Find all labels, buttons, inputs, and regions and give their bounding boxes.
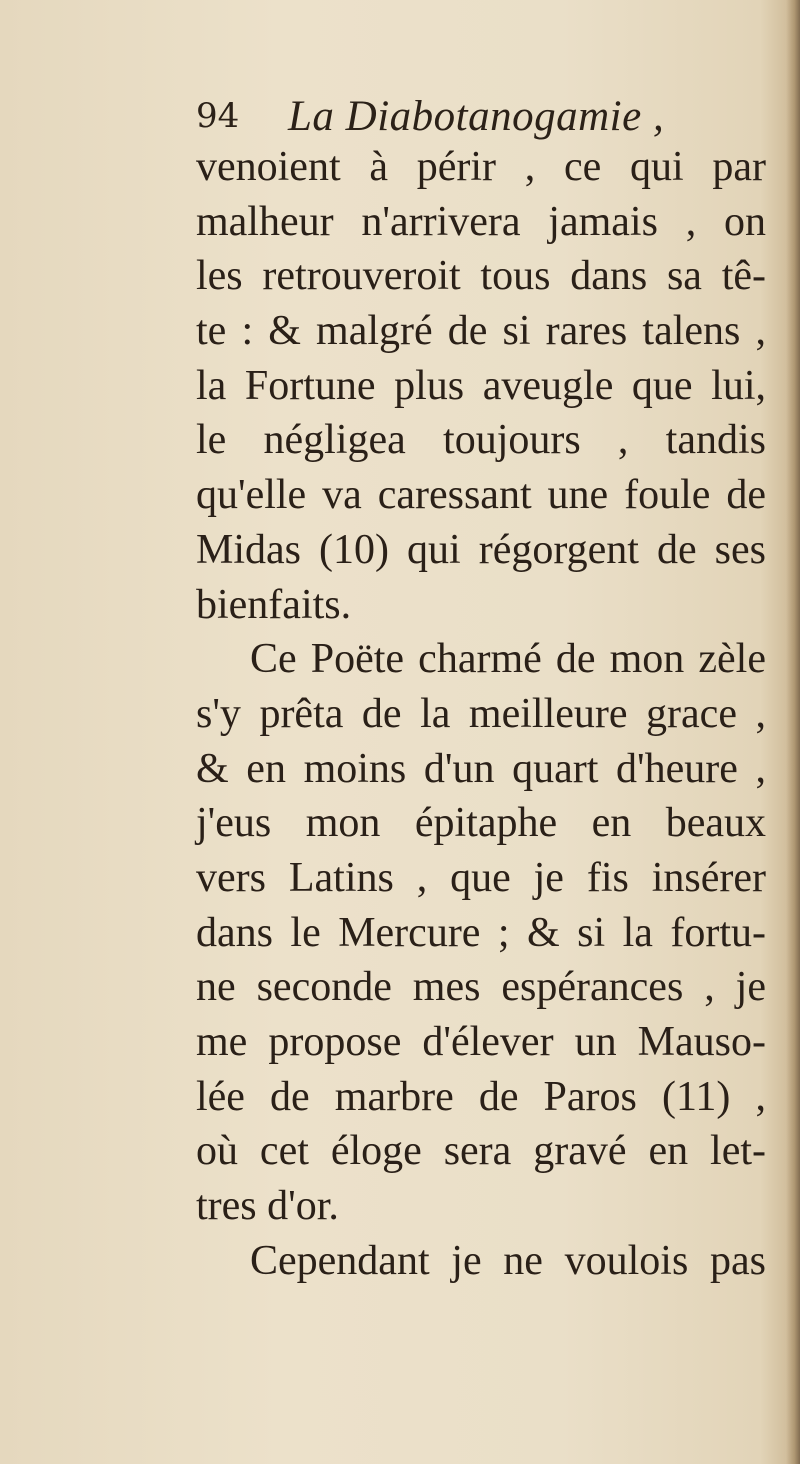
text-line: s'y prêta de la meilleure grace , [196,690,766,737]
text-line: les retrouveroit tous dans sa tê- [196,253,766,300]
text-line: & en moins d'un quart d'heure , [196,745,766,792]
page-edge-shadow [786,0,800,1464]
text-line: la Fortune plus aveugle que lui, [196,362,766,409]
running-title: La Diabotanogamie , [288,93,665,140]
text-line: vers Latins , que je fis insérer [196,854,766,901]
text-line: le négligea toujours , tandis [196,417,766,464]
text-line-paragraph-start: Ce Poëte charmé de mon zèle [250,636,766,683]
text-line-paragraph-start: Cependant je ne voulois pas [250,1237,766,1284]
text-line-paragraph-end: tres d'or. [196,1183,339,1230]
text-line: qu'elle va caressant une foule de [196,472,766,519]
text-line: j'eus mon épitaphe en beaux [196,800,766,847]
text-line: lée de marbre de Paros (11) , [196,1073,766,1120]
text-line: te : & malgré de si rares talens , [196,308,766,355]
text-line: dans le Mercure ; & si la fortu- [196,909,766,956]
text-line: ne seconde mes espérances , je [196,964,766,1011]
body-text [196,140,766,1288]
text-line: où cet éloge sera gravé en let- [196,1128,766,1175]
text-line: me propose d'élever un Mauso- [196,1019,766,1065]
page-number: 94 [196,96,240,136]
text-line-paragraph-end: bienfaits. [196,581,352,628]
text-line: Midas (10) qui régorgent de ses [196,526,766,573]
text-line: malheur n'arrivera jamais , on [196,198,766,245]
text-line: venoient à périr , ce qui par [196,144,766,190]
